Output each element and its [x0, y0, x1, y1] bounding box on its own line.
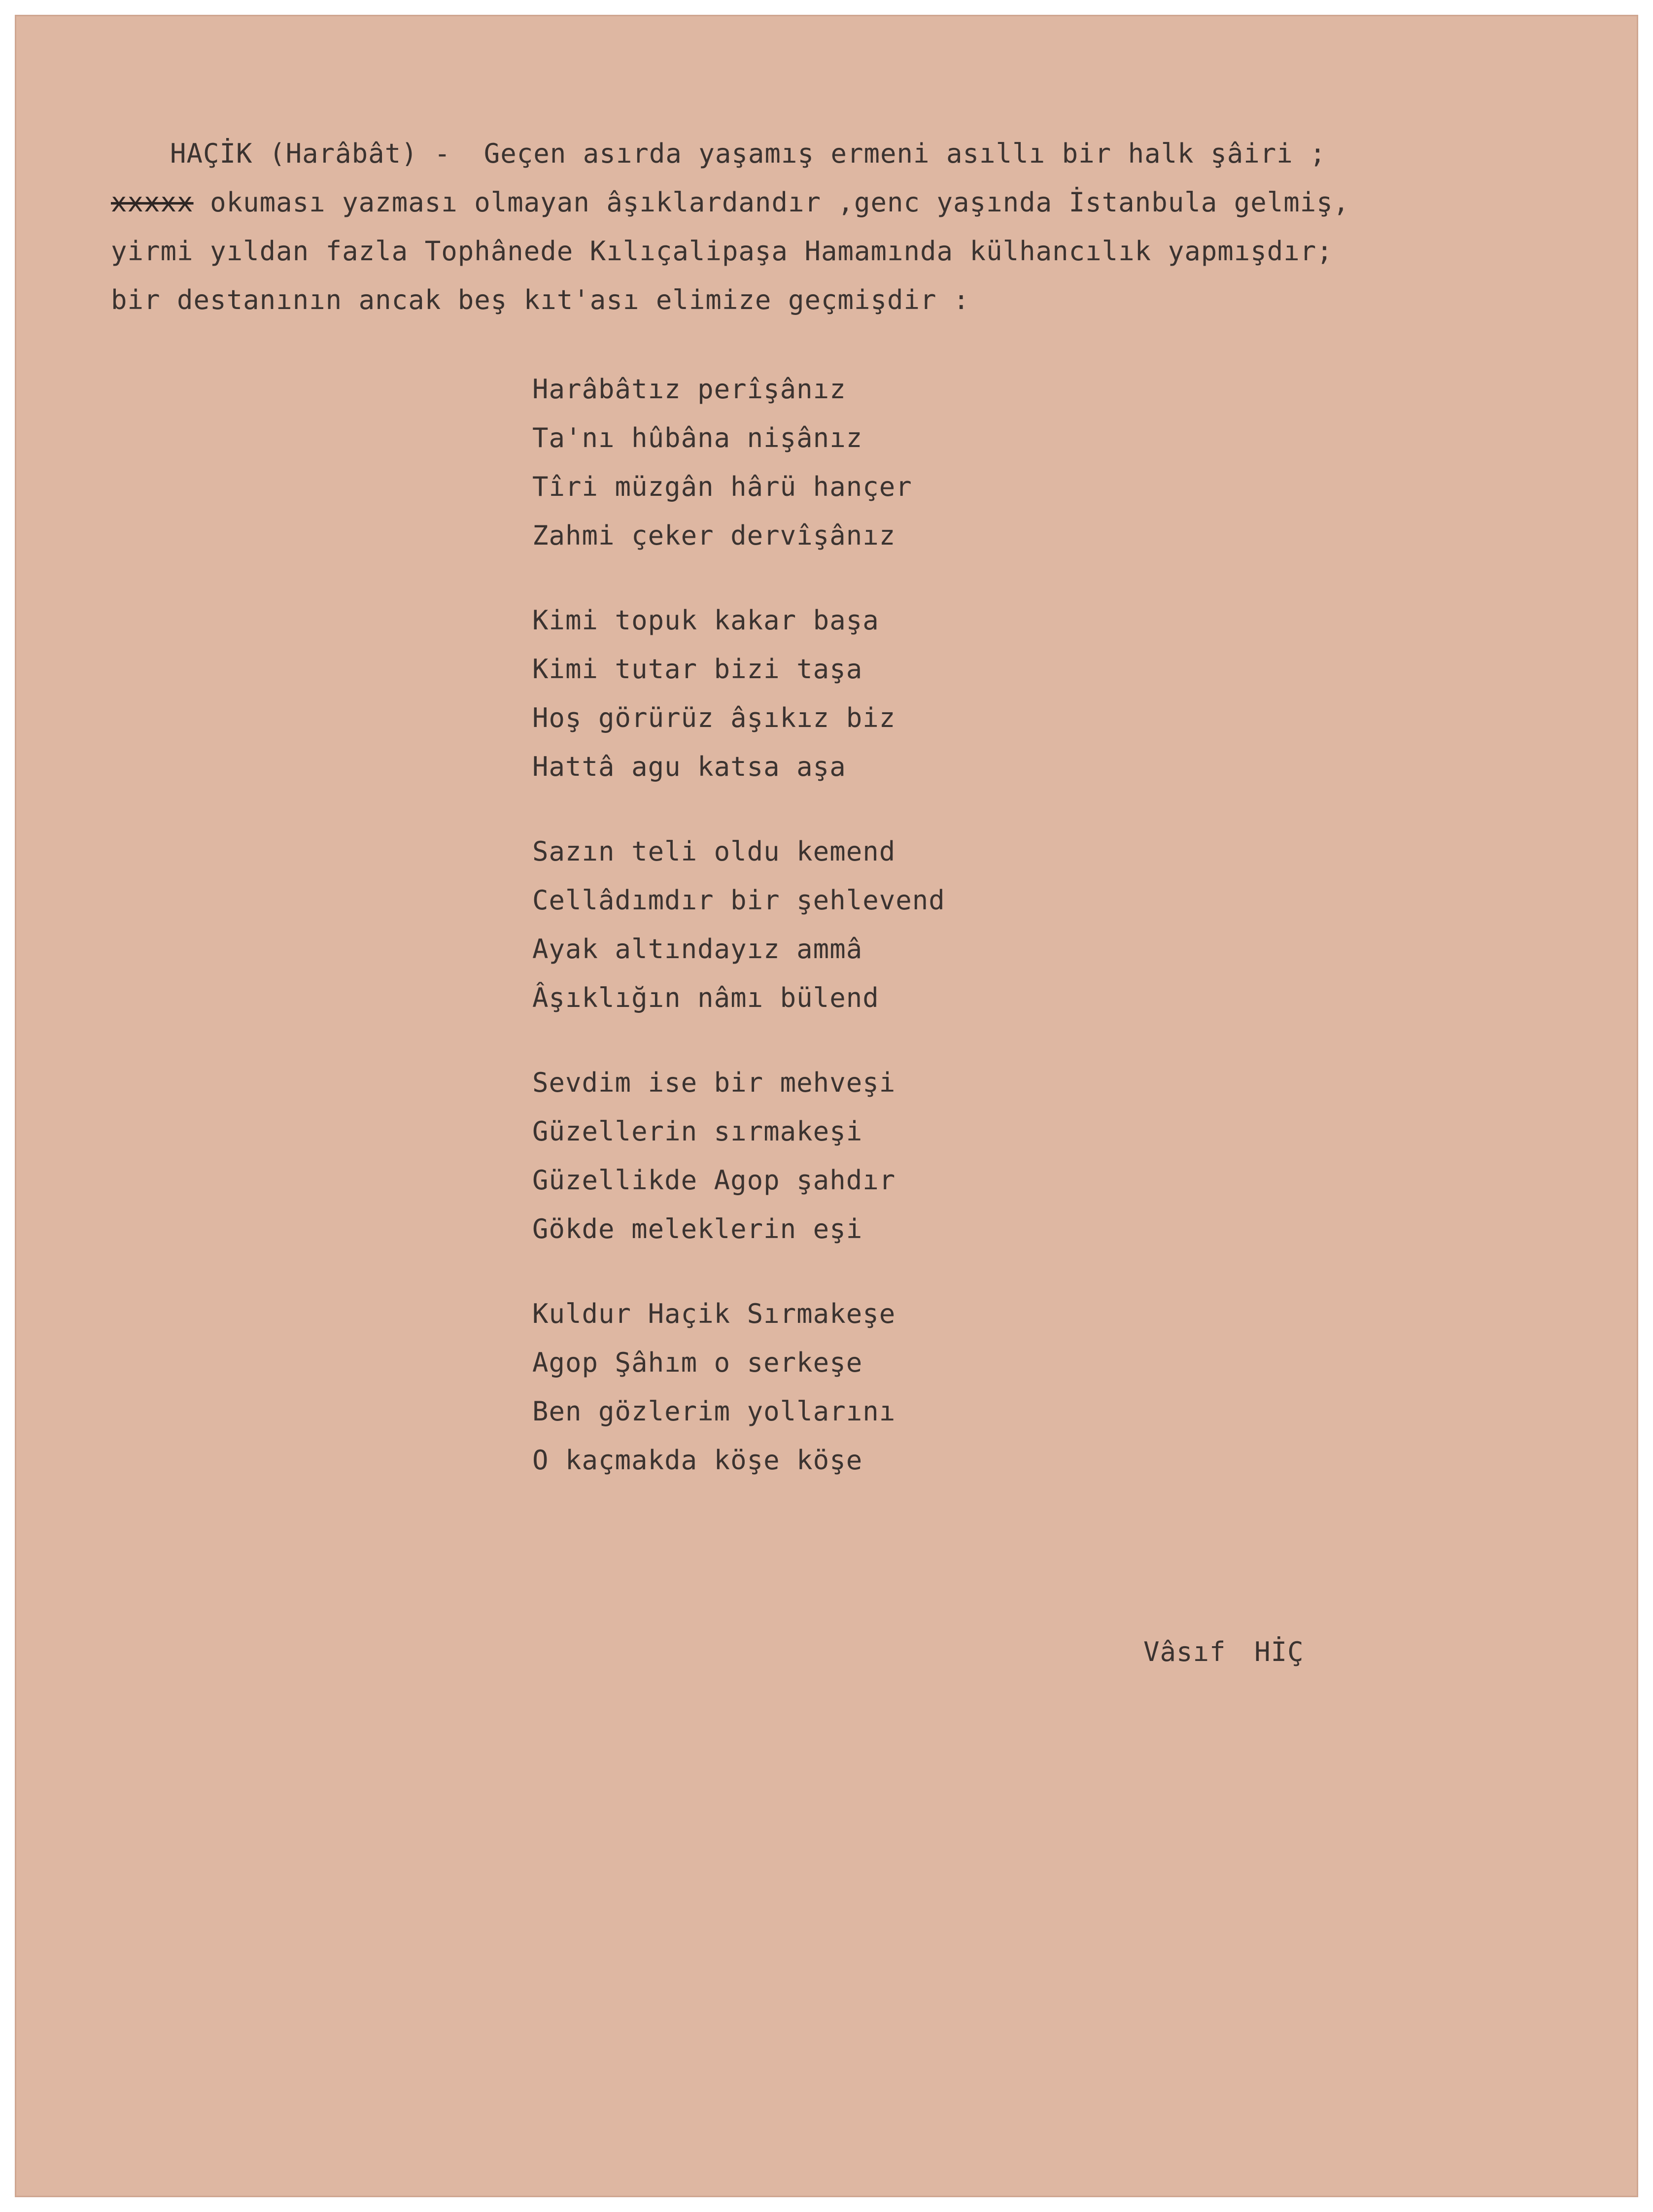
verse-line: Hattâ agu katsa aşa [532, 751, 846, 782]
intro-line-1-text: Geçen asırda yaşamış ermeni asıllı bir halk şâiri ; [483, 138, 1326, 169]
author-signature: Vâsıf HİÇ [1143, 1636, 1304, 1667]
stanza-3 [532, 827, 945, 1022]
verse-line: Harâbâtız perîşânız [532, 374, 846, 405]
stanza-4 [532, 1058, 945, 1253]
verse-line: Sazın teli oldu kemend [532, 836, 896, 867]
verse-line: Ben gözlerim yollarını [532, 1396, 896, 1427]
poet-name: HAÇİK [170, 138, 253, 169]
verse-line: Ayak altındayız ammâ [532, 933, 863, 965]
poet-subtitle: (Harâbât) - [269, 138, 451, 169]
intro-line-3: yirmi yıldan fazla Tophânede Kılıçalipaşa Hamamında külhancılık yapmışdır; [111, 236, 1333, 267]
verse-line: Zahmi çeker dervîşânız [532, 520, 896, 551]
verse-line: Güzellerin sırmakeşi [532, 1116, 863, 1147]
poem [532, 365, 945, 1521]
typewritten-page [15, 15, 1638, 2197]
verse-line: Hoş görürüz âşıkız biz [532, 702, 896, 733]
verse-line: Âşıklığın nâmı bülend [532, 982, 879, 1013]
intro-line-4: bir destanının ancak beş kıt'ası elimize geçmişdir : [111, 284, 970, 315]
verse-line: Agop Şâhım o serkeşe [532, 1347, 863, 1378]
verse-line: Gökde meleklerin eşi [532, 1213, 863, 1244]
intro-line-2 [111, 189, 1349, 216]
verse-line: Cellâdımdır bir şehlevend [532, 885, 945, 916]
verse-line: Kimi tutar bizi taşa [532, 654, 863, 685]
intro-line-2-text: okuması yazması olmayan âşıklardandır ,genc yaşında İstanbula gelmiş, [210, 187, 1350, 218]
intro-line-1 [170, 140, 1326, 167]
verse-line: Tîri müzgân hârü hançer [532, 471, 912, 502]
verse-line: Ta'nı hûbâna nişânız [532, 422, 863, 453]
verse-line: Kimi topuk kakar başa [532, 605, 879, 636]
verse-line: Sevdim ise bir mehveşi [532, 1067, 896, 1098]
verse-line: O kaçmakda köşe köşe [532, 1445, 863, 1476]
stanza-1 [532, 365, 945, 560]
verse-line: Kuldur Haçik Sırmakeşe [532, 1298, 896, 1329]
stanza-5 [532, 1289, 945, 1485]
stanza-2 [532, 596, 945, 791]
struck-out-word: xxxxx [111, 187, 194, 218]
verse-line: Güzellikde Agop şahdır [532, 1165, 896, 1196]
